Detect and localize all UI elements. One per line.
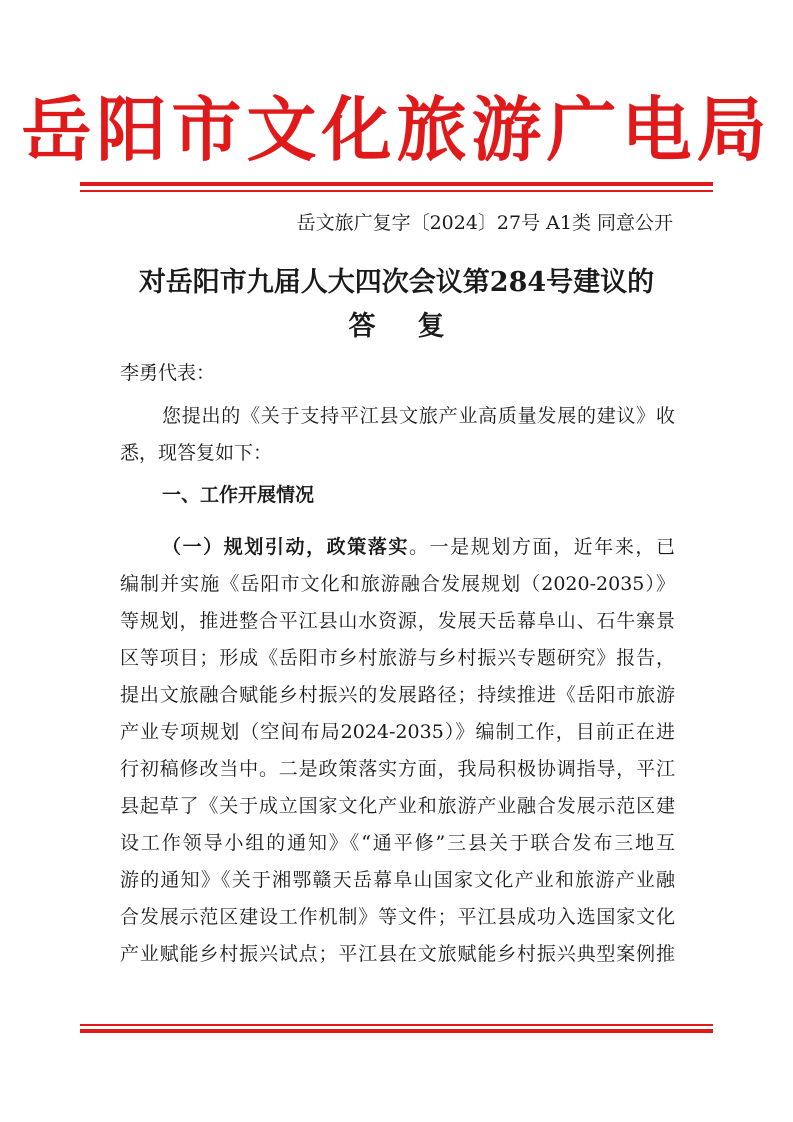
body-line-4: 区等项目；形成《岳阳市乡村旅游与乡村振兴专题研究》报告， xyxy=(120,647,675,669)
masthead-divider-thick xyxy=(80,182,713,186)
body-line-5: 提出文旅融合赋能乡村振兴的发展路径；持续推进《岳阳市旅游 xyxy=(120,684,675,706)
body-line-7: 行初稿修改当中。二是政策落实方面，我局积极协调指导，平江 xyxy=(120,758,675,780)
footer-divider-thin xyxy=(80,1024,713,1026)
document-title-line2: 答复 xyxy=(348,311,487,342)
body-line-11: 合发展示范区建设工作机制》等文件；平江县成功入选国家文化 xyxy=(120,906,675,928)
document-number: 岳文旅广复字〔2024〕27号 A1类 同意公开 xyxy=(296,212,673,234)
body-line-6: 产业专项规划（空间布局2024-2035）》编制工作，目前正在进 xyxy=(120,721,675,743)
body-line-12: 产业赋能乡村振兴试点；平江县在文旅赋能乡村振兴典型案例推 xyxy=(120,943,675,965)
document-title-line1: 对岳阳市九届人大四次会议第284号建议的 xyxy=(138,267,655,298)
body-line-8: 县起草了《关于成立国家文化产业和旅游产业融合发展示范区建 xyxy=(120,795,675,817)
section-heading-work-status: 一、工作开展情况 xyxy=(162,484,315,506)
masthead-divider-thin xyxy=(80,190,713,192)
body-line-1 xyxy=(162,529,675,566)
footer-divider-thick xyxy=(80,1029,713,1033)
body-line-3: 等规划，推进整合平江县山水资源，发展天岳幕阜山、石牛寨景 xyxy=(120,610,675,632)
body-line-2: 编制并实施《岳阳市文化和旅游融合发展规划（2020-2035）》 xyxy=(120,573,675,595)
issuing-organization-masthead: 岳阳市文化旅游广电局 xyxy=(21,88,772,171)
subsection-heading: （一）规划引动，政策落实 xyxy=(162,536,409,558)
body-line-9: 设工作领导小组的通知》《“通平修”三县关于联合发布三地互 xyxy=(120,832,675,854)
intro-line-1: 您提出的《关于支持平江县文旅产业高质量发展的建议》收 xyxy=(162,405,675,427)
salutation: 李勇代表： xyxy=(120,362,216,384)
body-line-1-text: 。一是规划方面，近年来，已 xyxy=(409,536,675,558)
body-line-10: 游的通知》《关于湘鄂赣天岳幕阜山国家文化产业和旅游产业融 xyxy=(120,869,675,891)
intro-line-2: 悉，现答复如下： xyxy=(120,442,273,464)
